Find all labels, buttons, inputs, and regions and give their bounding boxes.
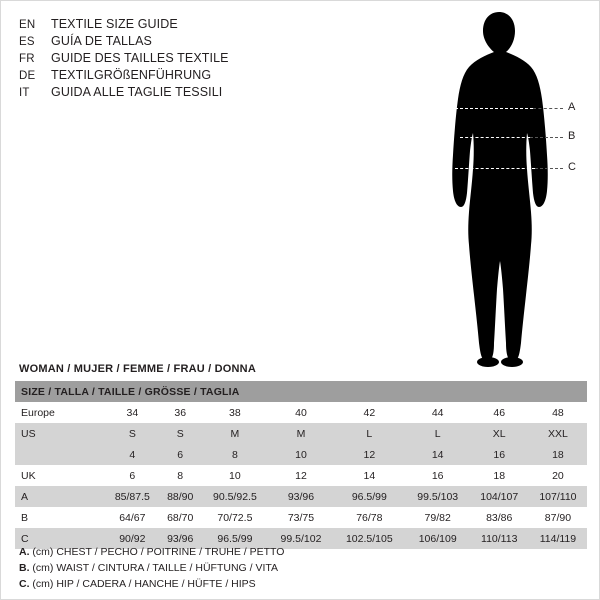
table-cell: 68/70 — [160, 507, 201, 528]
table-cell: 99.5/102 — [269, 528, 333, 549]
table-cell: 46 — [470, 402, 529, 423]
table-cell: 102.5/105 — [333, 528, 406, 549]
table-row — [15, 423, 587, 444]
legend-line-c — [19, 576, 284, 592]
table-cell: 85/87.5 — [105, 486, 160, 507]
table-cell: 16 — [470, 444, 529, 465]
table-cell: 87/90 — [529, 507, 587, 528]
chest-leader-line — [533, 108, 563, 109]
row-label: C — [15, 528, 105, 549]
table-cell: 93/96 — [160, 528, 201, 549]
table-cell: 76/78 — [333, 507, 406, 528]
table-cell: 8 — [201, 444, 269, 465]
table-cell: M — [269, 423, 333, 444]
table-row — [15, 465, 587, 486]
table-cell: 42 — [333, 402, 406, 423]
row-label: B — [15, 507, 105, 528]
table-cell: 38 — [201, 402, 269, 423]
table-cell: 93/96 — [269, 486, 333, 507]
table-cell: 90/92 — [105, 528, 160, 549]
table-cell: 36 — [160, 402, 201, 423]
legend-text-b: (cm) WAIST / CINTURA / TAILLE / HÜFTUNG / VITA — [29, 562, 279, 574]
waist-measure-line — [460, 137, 530, 138]
language-code: EN — [19, 19, 36, 31]
table-cell: XXL — [529, 423, 587, 444]
table-cell: 64/67 — [105, 507, 160, 528]
header-row — [19, 17, 349, 34]
section-title-woman: WOMAN / MUJER / FEMME / FRAU / DONNA — [19, 363, 256, 375]
table-cell: 90.5/92.5 — [201, 486, 269, 507]
table-cell: 44 — [406, 402, 470, 423]
table-cell: 106/109 — [406, 528, 470, 549]
table-cell: 48 — [529, 402, 587, 423]
table-header-row — [15, 381, 587, 402]
table-cell: 12 — [333, 444, 406, 465]
row-label — [15, 444, 105, 465]
legend-text-c: (cm) HIP / CADERA / HANCHE / HÜFTE / HIPS — [29, 578, 256, 590]
measurement-legend — [19, 544, 284, 592]
table-cell: 16 — [406, 465, 470, 486]
table-cell: 79/82 — [406, 507, 470, 528]
marker-label-a: A — [568, 101, 576, 113]
table-cell: L — [333, 423, 406, 444]
legend-text-a: (cm) CHEST / PECHO / POITRINE / TRUHE / PETTO — [29, 546, 285, 558]
table-cell: 110/113 — [470, 528, 529, 549]
table-cell: 10 — [201, 465, 269, 486]
header-row — [19, 51, 349, 68]
table-cell: 10 — [269, 444, 333, 465]
table-header-label: SIZE / TALLA / TAILLE / GRÖSSE / TAGLIA — [15, 381, 587, 402]
language-code: ES — [19, 36, 35, 48]
legend-line-b — [19, 560, 284, 576]
table-cell: 83/86 — [470, 507, 529, 528]
legend-key-a: A. — [19, 546, 30, 558]
table-cell: 96.5/99 — [201, 528, 269, 549]
guide-title: TEXTILGRÖßENFÜHRUNG — [51, 68, 212, 82]
size-table — [15, 381, 587, 549]
header-row — [19, 68, 349, 85]
guide-title: GUIDE DES TAILLES TEXTILE — [51, 51, 229, 65]
table-cell: 14 — [406, 444, 470, 465]
table-cell: 20 — [529, 465, 587, 486]
table-cell: 40 — [269, 402, 333, 423]
hip-leader-line — [535, 168, 563, 169]
table-cell: XL — [470, 423, 529, 444]
header-row — [19, 34, 349, 51]
header-row — [19, 85, 349, 102]
table-cell: 18 — [529, 444, 587, 465]
guide-title: GUÍA DE TALLAS — [51, 34, 152, 48]
language-code: IT — [19, 87, 30, 99]
female-silhouette-figure — [421, 9, 596, 369]
row-label: Europe — [15, 402, 105, 423]
table-cell: L — [406, 423, 470, 444]
table-cell: 73/75 — [269, 507, 333, 528]
table-cell: M — [201, 423, 269, 444]
guide-title: GUIDA ALLE TAGLIE TESSILI — [51, 85, 223, 99]
language-code: DE — [19, 70, 36, 82]
marker-label-c: C — [568, 161, 576, 173]
table-cell: 18 — [470, 465, 529, 486]
table-cell: 6 — [105, 465, 160, 486]
row-label: A — [15, 486, 105, 507]
table-cell: 88/90 — [160, 486, 201, 507]
row-label: UK — [15, 465, 105, 486]
legend-line-a — [19, 544, 284, 560]
chest-measure-line — [455, 108, 533, 109]
table-cell: 4 — [105, 444, 160, 465]
table-cell: 104/107 — [470, 486, 529, 507]
table-row — [15, 507, 587, 528]
table-cell: 14 — [333, 465, 406, 486]
marker-label-b: B — [568, 130, 576, 142]
waist-leader-line — [530, 137, 563, 138]
language-title-block — [19, 17, 349, 102]
table-cell: 96.5/99 — [333, 486, 406, 507]
table-cell: S — [160, 423, 201, 444]
table-row — [15, 444, 587, 465]
hip-measure-line — [455, 168, 535, 169]
guide-title: TEXTILE SIZE GUIDE — [51, 17, 178, 31]
table-cell: 99.5/103 — [406, 486, 470, 507]
table-cell: 12 — [269, 465, 333, 486]
legend-key-b: B. — [19, 562, 30, 574]
table-cell: 34 — [105, 402, 160, 423]
table-cell: 70/72.5 — [201, 507, 269, 528]
language-code: FR — [19, 53, 35, 65]
table-cell: 107/110 — [529, 486, 587, 507]
table-row — [15, 486, 587, 507]
table-cell: 114/119 — [529, 528, 587, 549]
row-label: US — [15, 423, 105, 444]
woman-body-icon — [421, 9, 596, 369]
table-cell: 6 — [160, 444, 201, 465]
table-cell: 8 — [160, 465, 201, 486]
table-row — [15, 402, 587, 423]
legend-key-c: C. — [19, 578, 30, 590]
table-cell: S — [105, 423, 160, 444]
